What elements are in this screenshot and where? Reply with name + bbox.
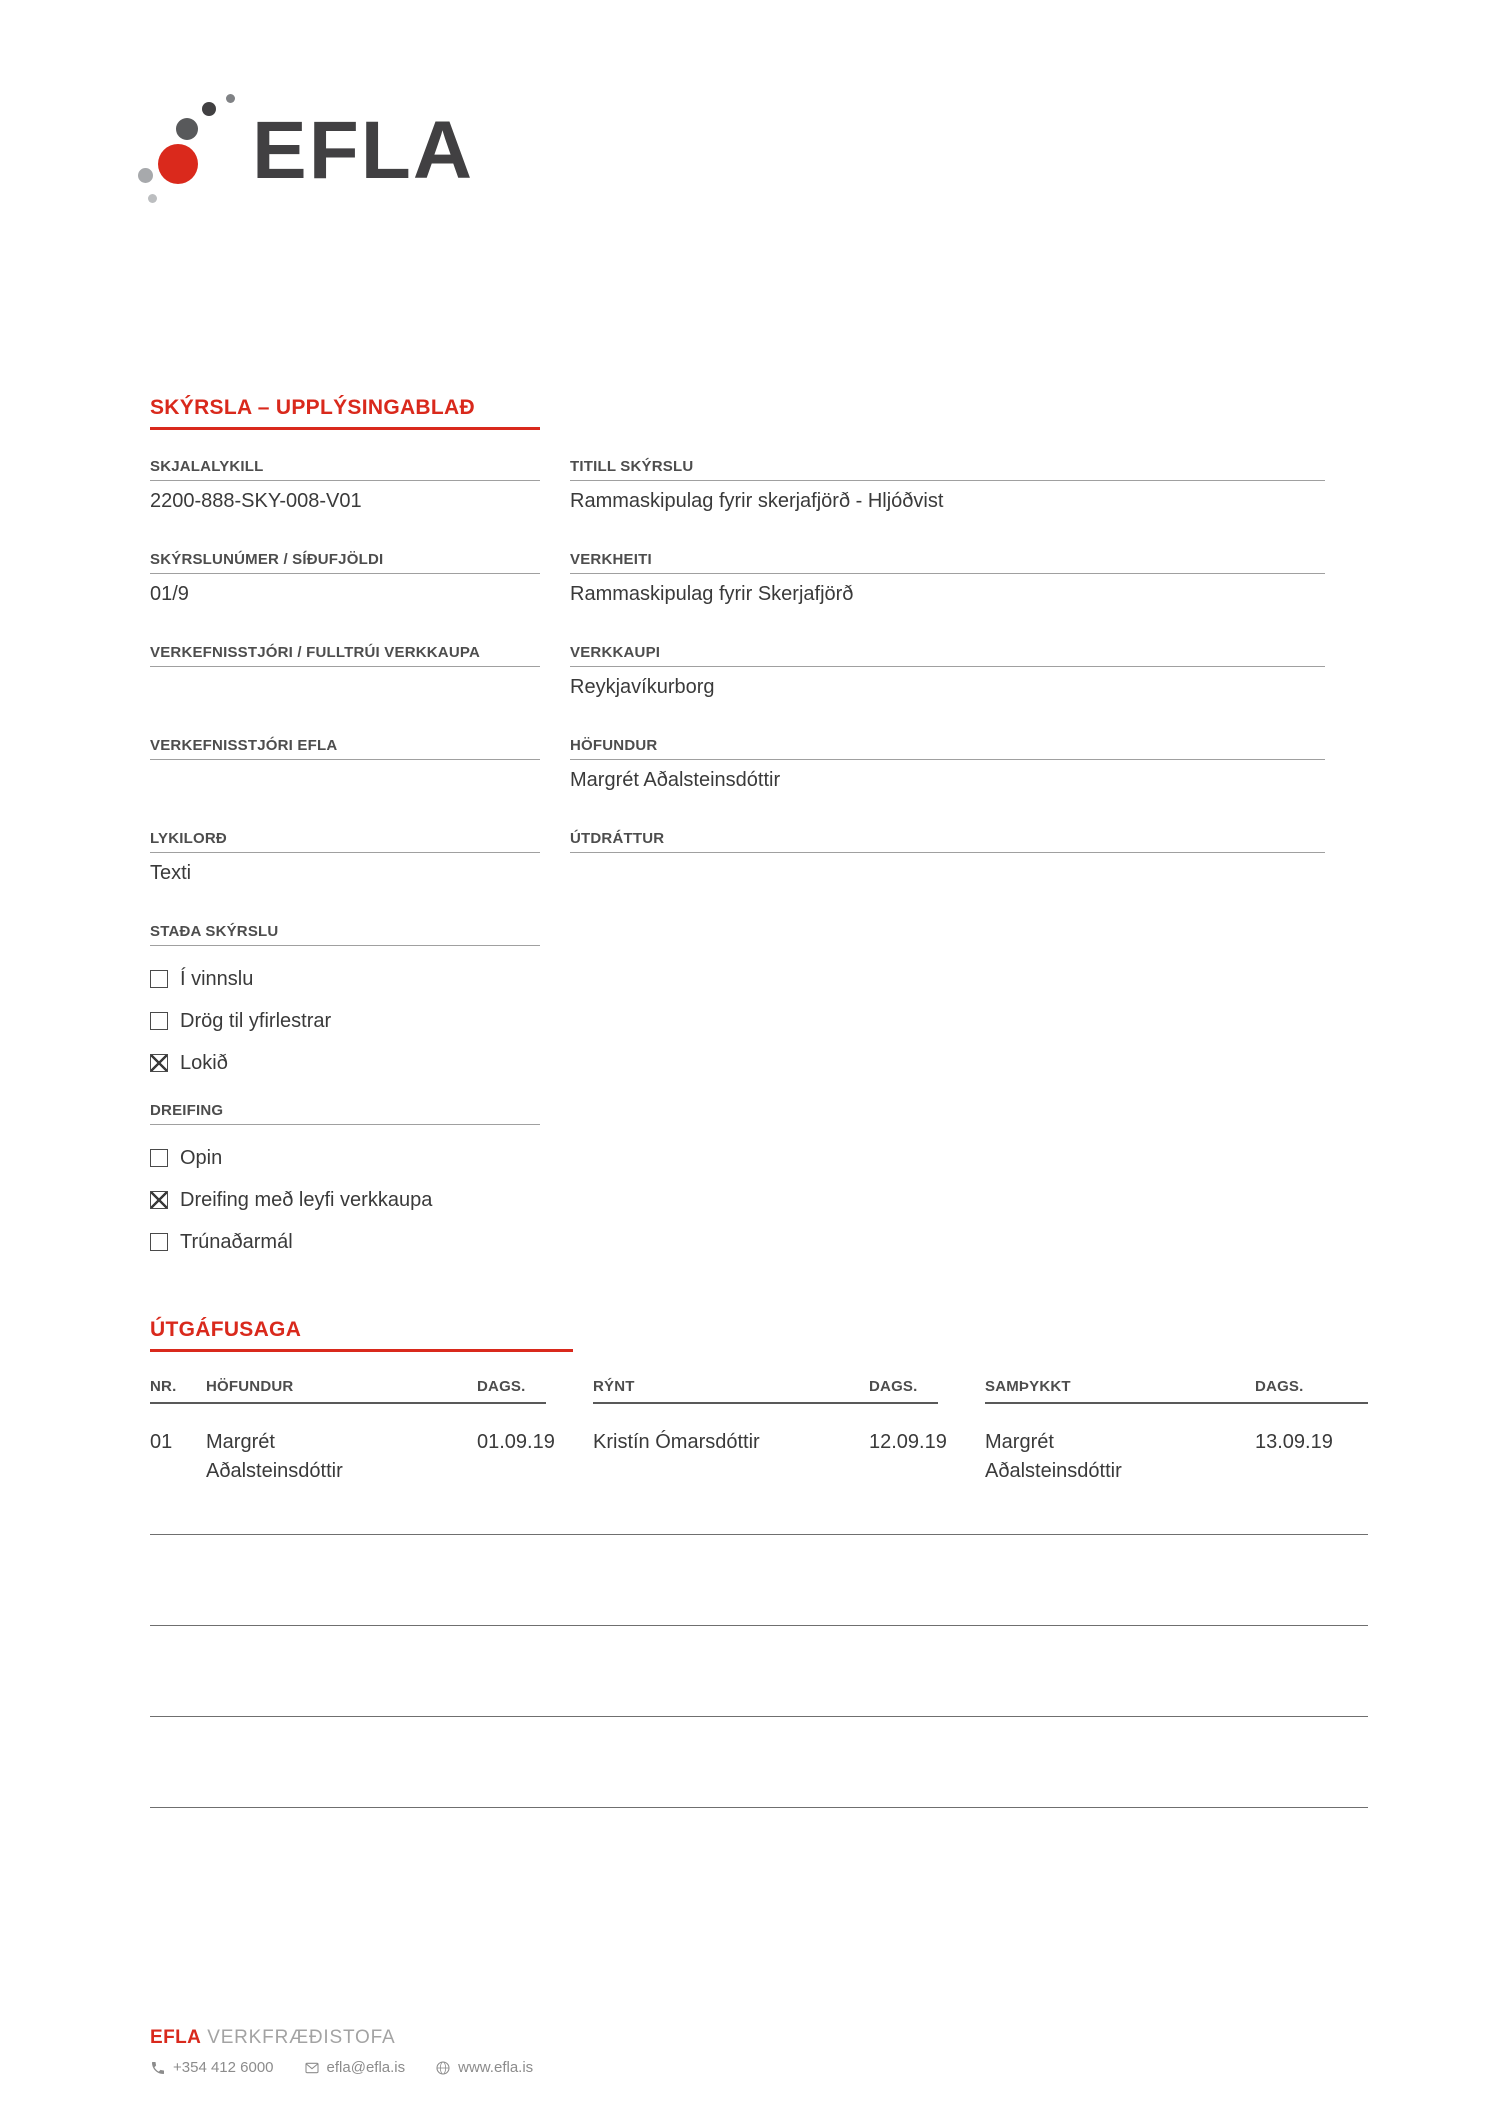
checkbox-option — [150, 1137, 540, 1179]
checkbox-icon — [150, 1191, 168, 1209]
checkbox-label: Dreifing með leyfi verkkaupa — [180, 1188, 433, 1211]
table-empty-row — [150, 1717, 1368, 1808]
checkbox-option — [150, 1000, 540, 1042]
page-footer — [150, 2026, 533, 2076]
form-left-column — [150, 458, 540, 1281]
cell-hofundur: Margrét Aðalsteinsdóttir — [206, 1431, 343, 1482]
history-empty-rows — [150, 1535, 1368, 1808]
field-hofundur — [570, 737, 1325, 798]
field-value: 01/9 — [150, 583, 189, 605]
field-label: TITILL SKÝRSLU — [570, 458, 1325, 481]
logo-dot — [138, 168, 153, 183]
field-skjalalykill — [150, 458, 540, 519]
table-empty-row — [150, 1535, 1368, 1626]
logo-dots-icon — [138, 92, 246, 217]
field-label: ÚTDRÁTTUR — [570, 830, 1325, 853]
field-label: LYKILORÐ — [150, 830, 540, 853]
checkbox-label: Drög til yfirlestrar — [180, 1009, 332, 1032]
col-header-nr: NR. — [150, 1378, 177, 1395]
website-link[interactable]: www.efla.is — [458, 2059, 534, 2076]
field-lykilord — [150, 830, 540, 891]
table-row — [150, 1404, 1368, 1535]
footer-brand-line — [150, 2026, 533, 2050]
col-header-hofundur: HÖFUNDUR — [206, 1378, 294, 1395]
field-verkefnisstjori-verkkaupa — [150, 644, 540, 705]
field-value: Margrét Aðalsteinsdóttir — [570, 769, 781, 791]
checkbox-icon — [150, 970, 168, 988]
checkbox-option — [150, 958, 540, 1000]
logo-dot — [202, 102, 216, 116]
cell-dags-1: 01.09.19 — [477, 1431, 555, 1453]
field-label: SKÝRSLUNÚMER / SÍÐUFJÖLDI — [150, 551, 540, 574]
field-verkefnisstjori-efla — [150, 737, 540, 798]
header-rule — [150, 1402, 546, 1404]
cell-nr: 01 — [150, 1431, 173, 1453]
distribution-options — [150, 1137, 540, 1263]
logo-dot — [148, 194, 157, 203]
header-rule — [985, 1402, 1368, 1404]
distribution-group-label: DREIFING — [150, 1102, 540, 1125]
globe-icon — [435, 2060, 451, 2076]
field-value: Rammaskipulag fyrir Skerjafjörð — [570, 583, 854, 605]
field-label: VERKEFNISSTJÓRI / FULLTRÚI VERKKAUPA — [150, 644, 540, 667]
checkbox-option — [150, 1179, 540, 1221]
field-label: VERKKAUPI — [570, 644, 1325, 667]
logo-dot — [176, 118, 198, 140]
phone-number: +354 412 6000 — [173, 2059, 274, 2076]
field-skyrslunumer — [150, 551, 540, 612]
field-value: Texti — [150, 862, 192, 884]
phone-icon — [150, 2060, 166, 2076]
field-label: VERKHEITI — [570, 551, 1325, 574]
version-history-title: ÚTGÁFUSAGA — [150, 1318, 573, 1352]
footer-email[interactable] — [304, 2059, 406, 2076]
field-utdrattur — [570, 830, 1325, 891]
form-right-column — [570, 458, 1325, 923]
checkbox-option — [150, 1042, 540, 1084]
checkbox-icon — [150, 1054, 168, 1072]
footer-contacts — [150, 2059, 533, 2076]
cell-dags-2: 12.09.19 — [869, 1431, 947, 1453]
col-header-rynt: RÝNT — [593, 1378, 635, 1395]
field-value: Rammaskipulag fyrir skerjafjörð - Hljóðvist — [570, 490, 944, 512]
logo-dot — [226, 94, 235, 103]
footer-website[interactable] — [435, 2059, 533, 2076]
status-options — [150, 958, 540, 1084]
field-value: Reykjavíkurborg — [570, 676, 715, 698]
checkbox-label: Í vinnslu — [180, 967, 254, 990]
footer-phone — [150, 2059, 274, 2076]
checkbox-label: Opin — [180, 1146, 223, 1169]
field-value — [570, 862, 1325, 891]
cell-dags-3: 13.09.19 — [1255, 1431, 1333, 1453]
field-value — [150, 769, 540, 798]
field-value — [150, 676, 540, 705]
col-header-dags-1: DAGS. — [477, 1378, 526, 1395]
envelope-icon — [304, 2060, 320, 2076]
field-verkheiti — [570, 551, 1325, 612]
checkbox-option — [150, 1221, 540, 1263]
checkbox-label: Trúnaðarmál — [180, 1230, 293, 1253]
header-rule — [593, 1402, 938, 1404]
logo-dot-red — [158, 144, 198, 184]
version-table-header — [150, 1378, 1368, 1404]
cell-samthykkt: Margrét Aðalsteinsdóttir — [985, 1431, 1122, 1482]
col-header-dags-2: DAGS. — [869, 1378, 918, 1395]
field-titill-skyrslu — [570, 458, 1325, 519]
field-verkkaupi — [570, 644, 1325, 705]
email-link[interactable]: efla@efla.is — [326, 2059, 406, 2076]
footer-brand: EFLA — [150, 2027, 202, 2048]
field-label: SKJALALYKILL — [150, 458, 540, 481]
cell-rynt: Kristín Ómarsdóttir — [593, 1431, 760, 1453]
field-label: HÖFUNDUR — [570, 737, 1325, 760]
version-table — [150, 1378, 1368, 1808]
checkbox-icon — [150, 1233, 168, 1251]
col-header-samthykkt: SAMÞYKKT — [985, 1378, 1071, 1395]
info-sheet-title: SKÝRSLA – UPPLÝSINGABLAÐ — [150, 396, 540, 430]
status-group-label: STAÐA SKÝRSLU — [150, 923, 540, 946]
checkbox-label: Lokið — [180, 1051, 228, 1074]
field-label: VERKEFNISSTJÓRI EFLA — [150, 737, 540, 760]
checkbox-icon — [150, 1012, 168, 1030]
checkbox-icon — [150, 1149, 168, 1167]
logo-text: EFLA — [252, 105, 475, 196]
col-header-dags-3: DAGS. — [1255, 1378, 1304, 1395]
footer-brand-suffix: VERKFRÆÐISTOFA — [207, 2027, 396, 2048]
field-value: 2200-888-SKY-008-V01 — [150, 490, 362, 512]
table-empty-row — [150, 1626, 1368, 1717]
efla-logo — [138, 92, 474, 217]
